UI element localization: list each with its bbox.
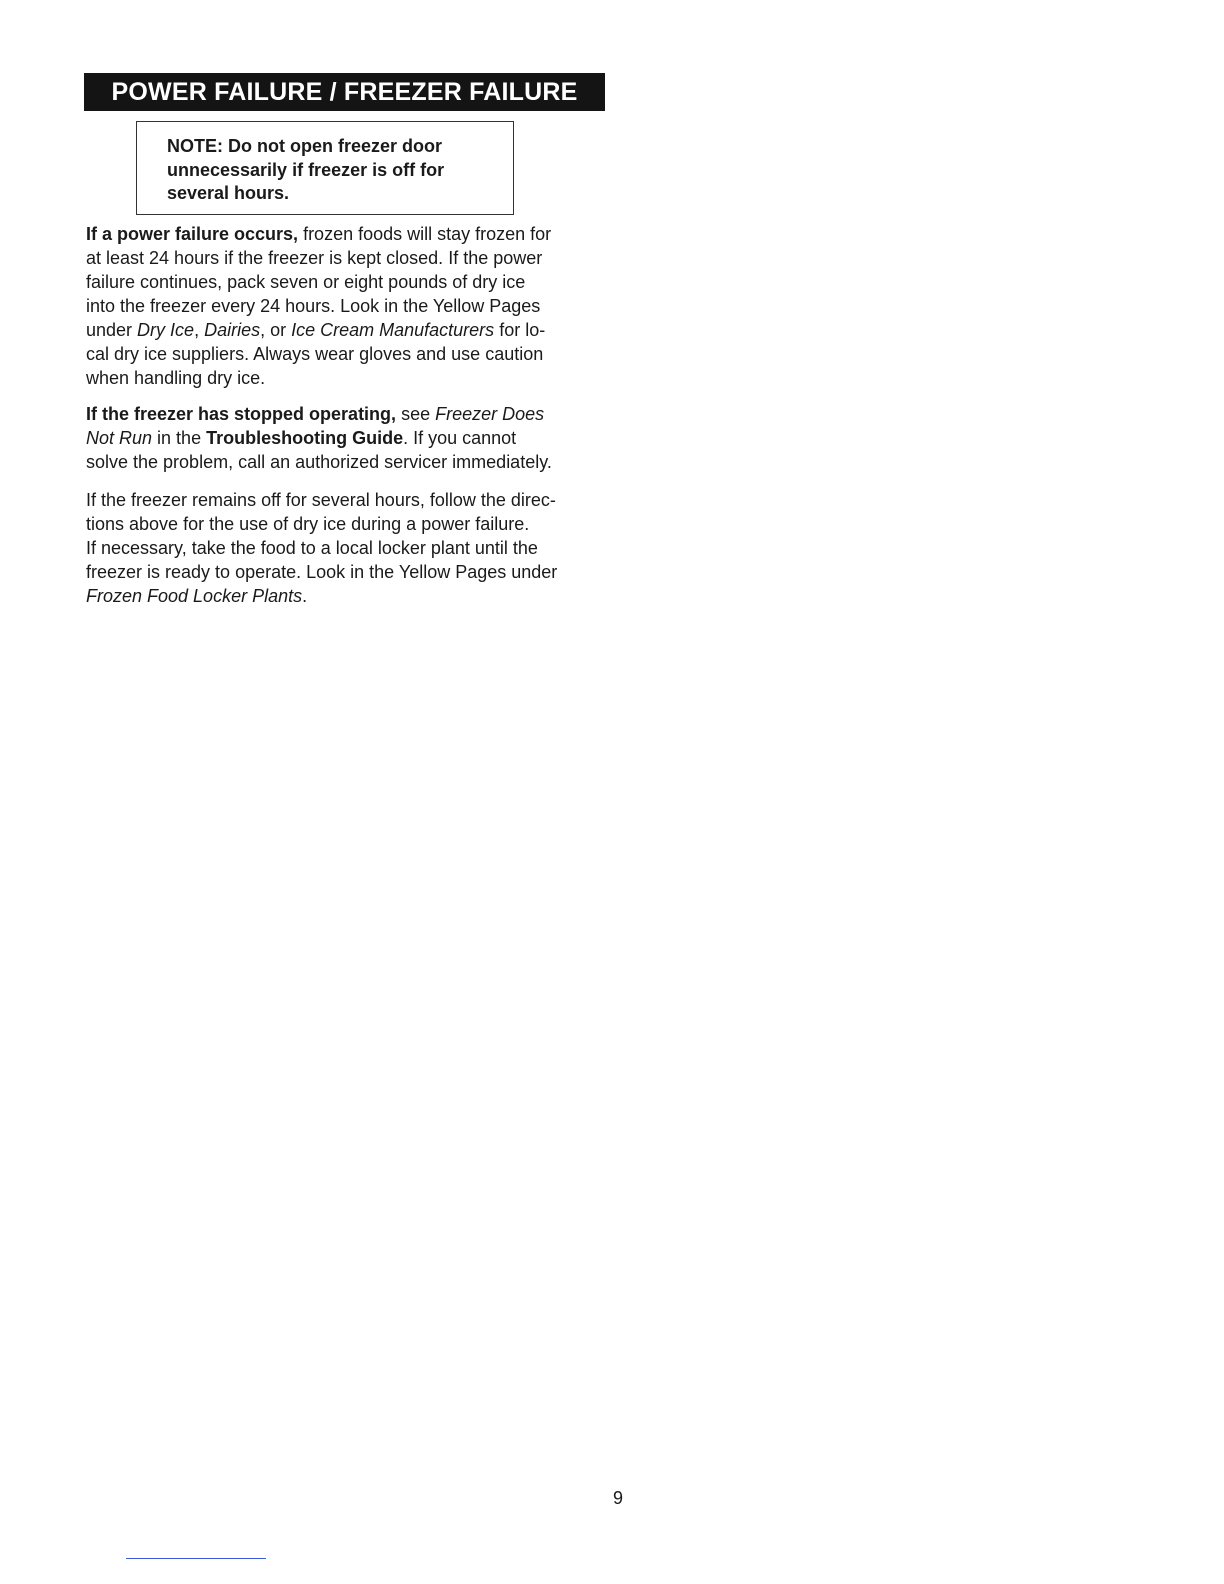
paragraph-line: If necessary, take the food to a local locker plant until the — [86, 538, 538, 558]
paragraph-line: tions above for the use of dry ice during a power failure. — [86, 514, 530, 534]
paragraph-line: under Dry Ice, Dairies, or Ice Cream Manufacturers for lo- — [86, 320, 546, 340]
paragraph-line: into the freezer every 24 hours. Look in the Yellow Pages — [86, 296, 541, 316]
yellow-pages-term: Frozen Food Locker Plants — [86, 586, 303, 606]
paragraph-line: cal dry ice suppliers. Always wear gloves and use caution — [86, 344, 544, 364]
paragraph-line: when handling dry ice. — [86, 368, 266, 388]
yellow-pages-term: Dry Ice — [137, 320, 195, 340]
paragraph-line: at least 24 hours if the freezer is kept closed. If the power — [86, 248, 543, 268]
paragraph-line: If the freezer has stopped operating, see Freezer Does — [86, 404, 545, 424]
freezer-off-paragraph — [86, 488, 606, 536]
paragraph-line: Not Run in the Troubleshooting Guide. If you cannot — [86, 428, 517, 448]
paragraph-line: failure continues, pack seven or eight pounds of dry ice — [86, 272, 526, 292]
power-failure-paragraph — [86, 222, 606, 390]
note-line-2: unnecessarily if freezer is off for — [167, 159, 445, 180]
page-number: 9 — [613, 1488, 624, 1508]
reference-title: Not Run — [86, 428, 153, 448]
paragraph-lead: If a power failure occurs, — [86, 224, 299, 244]
reference-title: Freezer Does — [435, 404, 545, 424]
note-line-1: NOTE: Do not open freezer door — [167, 136, 443, 156]
note-line-3: several hours. — [167, 183, 290, 203]
section-title: POWER FAILURE / FREEZER FAILURE — [84, 73, 605, 111]
paragraph-line: freezer is ready to operate. Look in the Yellow Pages under — [86, 562, 558, 582]
locker-plant-paragraph — [86, 536, 606, 608]
paragraph-line: Frozen Food Locker Plants. — [86, 586, 308, 606]
yellow-pages-term: Dairies — [204, 320, 261, 340]
bottom-divider — [126, 1558, 266, 1559]
paragraph-line: If the freezer remains off for several hours, follow the direc- — [86, 490, 556, 510]
stopped-operating-paragraph — [86, 402, 606, 474]
paragraph-lead: If the freezer has stopped operating, — [86, 404, 397, 424]
paragraph-line: If a power failure occurs, frozen foods will stay frozen for — [86, 224, 552, 244]
yellow-pages-term: Ice Cream Manufacturers — [291, 320, 495, 340]
note-box — [136, 121, 514, 215]
troubleshooting-guide-ref: Troubleshooting Guide — [206, 428, 404, 448]
paragraph-line: solve the problem, call an authorized servicer immediately. — [86, 452, 552, 472]
